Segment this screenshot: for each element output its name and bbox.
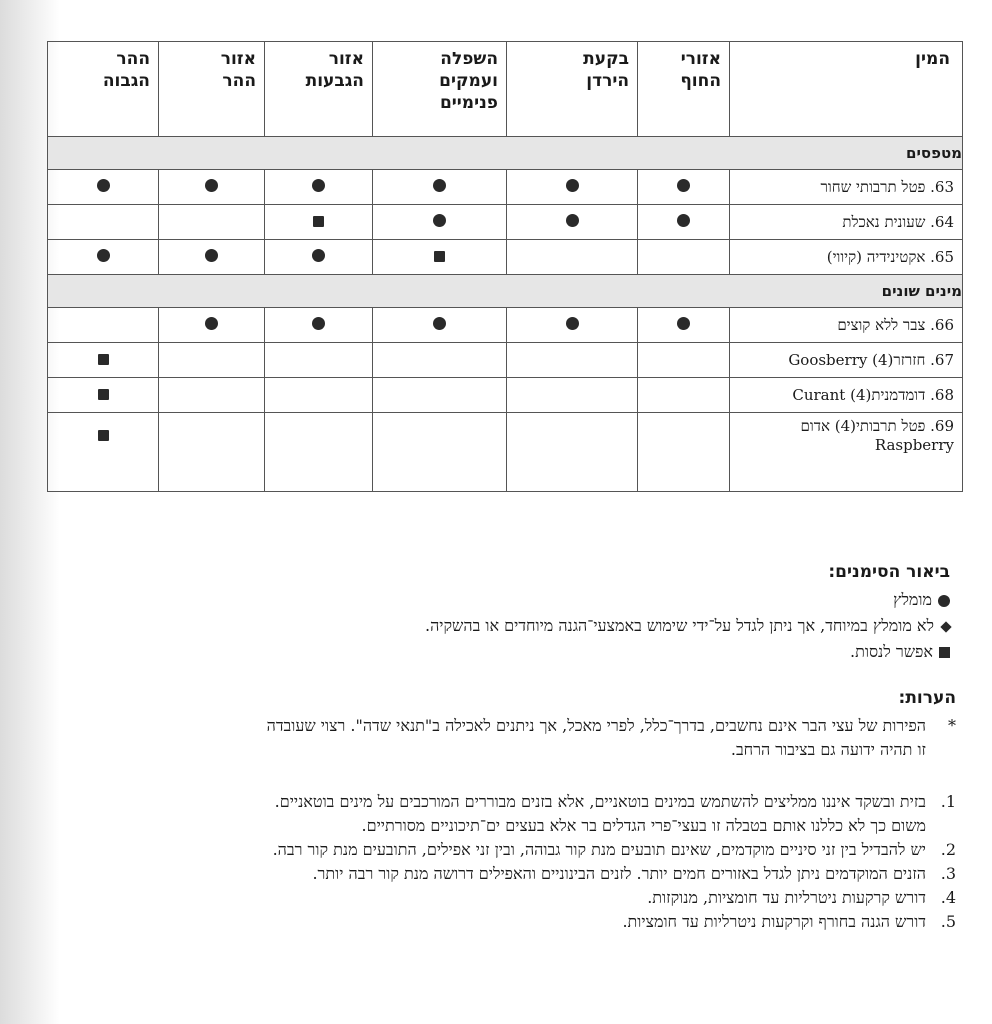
species-name: 66. צבר ללא קוצים [730, 308, 963, 343]
note-marker: * [948, 716, 956, 735]
crop-region-table [47, 41, 963, 492]
header-hills: אזור הגבעות [265, 42, 373, 137]
table-cell [265, 205, 373, 240]
table-cell [48, 240, 159, 275]
recommended-circle-icon [205, 179, 218, 192]
note-5 [46, 910, 956, 934]
table-cell [48, 205, 159, 240]
table-cell [507, 205, 638, 240]
table-cell [373, 205, 507, 240]
try-square-icon [434, 251, 445, 262]
table-cell [265, 413, 373, 492]
table-cell [373, 378, 507, 413]
note-text: הזנים המוקדמים ניתן לגדל באזורים חמים יותר. לזנים הבינוניים והאפילים דרושה מנת קור רבה יותר. [312, 864, 926, 883]
note-text: הפירות של עצי הבר אינם נחשבים, בדרך־כלל, לפרי מאכל, אך ניתנים לאכילה ב"תנאי שדה". רצוי שעובדה זו תהיה ידועה גם בציבור הרחב. [266, 716, 926, 759]
legend-item-recommended [50, 588, 950, 612]
table-cell [638, 378, 730, 413]
legend-item-not-recommended [50, 614, 950, 638]
table-row [48, 343, 963, 378]
recommended-circle-icon [97, 179, 110, 192]
table-cell [507, 170, 638, 205]
recommended-circle-icon [312, 249, 325, 262]
table-cell [507, 413, 638, 492]
species-name: 67. חזרזר(4) Goosberry [730, 343, 963, 378]
species-name: 64. שעונית נאכלת [730, 205, 963, 240]
table-header-row [48, 42, 963, 137]
recommended-circle-icon [677, 317, 690, 330]
note-marker: 3. [940, 864, 956, 883]
header-species: המין [730, 42, 963, 137]
section-row [48, 275, 963, 308]
note-4 [46, 886, 956, 910]
table-cell [48, 343, 159, 378]
table-body [48, 137, 963, 492]
table-cell [48, 378, 159, 413]
table-cell [159, 170, 265, 205]
note-marker: 2. [940, 840, 956, 859]
section-title: מטפסים [48, 137, 963, 170]
legend-item-can-try [50, 640, 950, 664]
header-mountain: אזור ההר [159, 42, 265, 137]
table-cell [159, 205, 265, 240]
note-2 [46, 838, 956, 862]
filled-circle-icon [938, 595, 950, 607]
table-cell [159, 413, 265, 492]
legend-text: אפשר לנסות. [850, 642, 933, 661]
table-row [48, 413, 963, 492]
table-cell [265, 308, 373, 343]
table-row [48, 378, 963, 413]
recommended-circle-icon [566, 214, 579, 227]
note-text: בזית ובשקד איננו ממליצים להשתמש במינים בוטאניים, אלא בזנים מבוררים המורכבים על מינים בוטאניים. משום כך לא כללנו אותם בטבלה זו בעצי־פרי הגדלים בר אלא בעצים ים־תיכוניים מסורתיים. [274, 792, 926, 835]
notes [46, 686, 956, 934]
table-cell [159, 378, 265, 413]
table-cell [373, 240, 507, 275]
table-cell [638, 170, 730, 205]
table-cell [638, 413, 730, 492]
diamond-icon [940, 621, 951, 632]
table-cell [265, 240, 373, 275]
legend-title: ביאור הסימנים: [828, 562, 950, 582]
header-high-mountain: ההר הגבוה [48, 42, 159, 137]
section-row [48, 137, 963, 170]
header-jordan-valley: בקעת הירדן [507, 42, 638, 137]
table-cell [507, 240, 638, 275]
table-cell [638, 343, 730, 378]
recommended-circle-icon [433, 214, 446, 227]
table-cell [638, 240, 730, 275]
table-row [48, 308, 963, 343]
table-row [48, 240, 963, 275]
table-cell [265, 378, 373, 413]
note-text: דורש קרקעות ניטרליות עד חומציות, מנוקזות. [647, 888, 926, 907]
table-cell [265, 170, 373, 205]
try-square-icon [313, 216, 324, 227]
table-cell [373, 170, 507, 205]
table-cell [507, 308, 638, 343]
recommended-circle-icon [677, 179, 690, 192]
table-cell [265, 343, 373, 378]
legend-text: לא מומלץ במיוחד, אך ניתן לגדל על־ידי שימוש באמצעי־הגנה מיוחדים או בהשקיה. [424, 616, 934, 635]
recommended-circle-icon [312, 317, 325, 330]
recommended-circle-icon [205, 249, 218, 262]
recommended-circle-icon [312, 179, 325, 192]
note-star [46, 714, 956, 762]
recommended-circle-icon [566, 317, 579, 330]
try-square-icon [98, 430, 109, 441]
table-cell [638, 205, 730, 240]
header-coastal: אזורי החוף [638, 42, 730, 137]
table-cell [638, 308, 730, 343]
table-cell [507, 378, 638, 413]
note-marker: 4. [940, 888, 956, 907]
note-marker: 1. [940, 792, 956, 811]
species-name: 69. פטל תרבותי(4) אדום Raspberry [730, 413, 963, 492]
species-name: 68. דומדמנית(4) Curant [730, 378, 963, 413]
recommended-circle-icon [433, 179, 446, 192]
header-lowlands: השפלה ועמקים פנימיים [373, 42, 507, 137]
table-cell [373, 308, 507, 343]
table-cell [373, 343, 507, 378]
try-square-icon [98, 389, 109, 400]
recommended-circle-icon [566, 179, 579, 192]
table-cell [373, 413, 507, 492]
legend-text: מומלץ [893, 590, 932, 609]
crop-table-container [47, 41, 962, 492]
table-row [48, 205, 963, 240]
filled-square-icon [939, 647, 950, 658]
recommended-circle-icon [433, 317, 446, 330]
table-cell [159, 308, 265, 343]
table-row [48, 170, 963, 205]
section-title: מינים שונים [48, 275, 963, 308]
note-marker: 5. [940, 912, 956, 931]
species-name: 65. אקטינידיה (קיווי) [730, 240, 963, 275]
note-text: דורש הגנה בחורף וקרקעות ניטרליות עד חומציות. [622, 912, 926, 931]
legend [50, 560, 950, 666]
recommended-circle-icon [205, 317, 218, 330]
note-3 [46, 862, 956, 886]
notes-title: הערות: [898, 688, 956, 708]
species-name: 63. פטל תרבותי שחור [730, 170, 963, 205]
note-text: יש להבדיל בין זני סיניים מוקדמים, שאינם תובעים מנת קור גבוהה, ובין זני אפילים, התובעים מנת קור רבה. [272, 840, 926, 859]
table-cell [159, 240, 265, 275]
recommended-circle-icon [97, 249, 110, 262]
table-cell [48, 170, 159, 205]
recommended-circle-icon [677, 214, 690, 227]
table-cell [159, 343, 265, 378]
note-1 [46, 790, 956, 838]
table-cell [48, 308, 159, 343]
table-cell [48, 413, 159, 492]
try-square-icon [98, 354, 109, 365]
table-cell [507, 343, 638, 378]
